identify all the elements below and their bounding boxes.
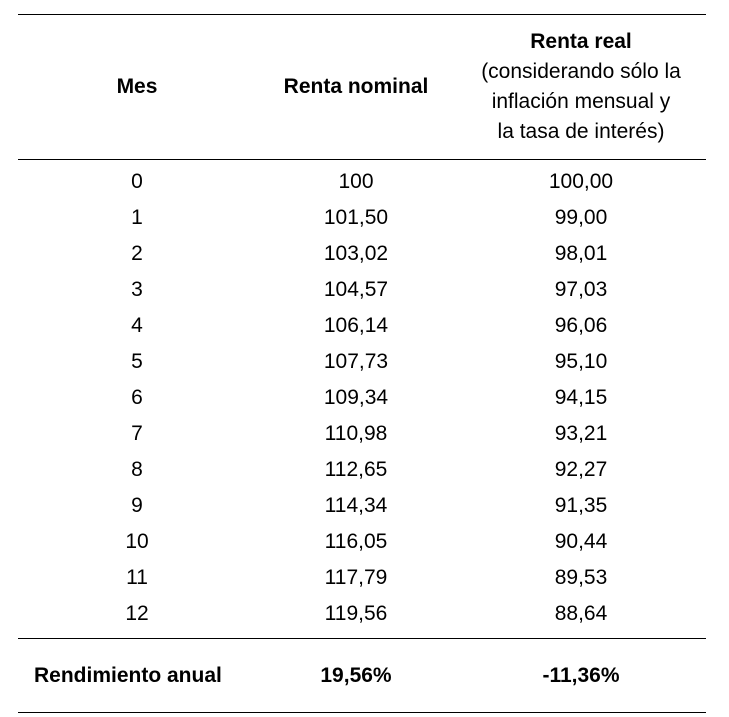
cell-mes: 7 (131, 422, 143, 445)
cell-real: 88,64 (554, 602, 608, 625)
cell-real: 90,44 (554, 530, 608, 553)
cell-real: 91,35 (554, 494, 608, 517)
rent-table (18, 14, 706, 713)
footer-nominal: 19,56% (320, 663, 392, 687)
table-row (18, 236, 706, 272)
table-row (18, 524, 706, 560)
table-row (18, 416, 706, 452)
cell-nominal: 119,56 (324, 602, 388, 625)
cell-mes: 8 (131, 458, 143, 481)
header-renta-real (456, 27, 706, 147)
table-body (18, 160, 706, 638)
cell-nominal: 114,34 (324, 494, 388, 517)
cell-nominal: 101,50 (323, 206, 389, 229)
bottom-rule (18, 712, 706, 713)
header-mes: Mes (116, 75, 158, 98)
cell-real: 92,27 (554, 458, 608, 481)
table-header (18, 15, 706, 159)
table-row (18, 200, 706, 236)
cell-real: 99,00 (554, 206, 608, 229)
table-footer (18, 639, 706, 712)
cell-nominal: 103,02 (323, 242, 389, 265)
cell-real: 96,06 (554, 314, 608, 337)
cell-real: 89,53 (554, 566, 608, 589)
cell-nominal: 100 (338, 170, 374, 193)
cell-nominal: 106,14 (323, 314, 389, 337)
table-row (18, 272, 706, 308)
header-renta-nominal: Renta nominal (283, 75, 429, 98)
cell-real: 98,01 (554, 242, 608, 265)
cell-nominal: 116,05 (324, 530, 388, 553)
cell-mes: 0 (131, 170, 143, 193)
cell-real: 100,00 (548, 170, 614, 193)
cell-mes: 10 (125, 530, 149, 553)
cell-mes: 6 (131, 386, 143, 409)
cell-mes: 1 (131, 206, 143, 229)
cell-mes: 11 (126, 566, 148, 589)
cell-mes: 4 (131, 314, 143, 337)
cell-mes: 2 (131, 242, 143, 265)
header-renta-real-note-line: la tasa de interés) (497, 120, 665, 143)
cell-nominal: 104,57 (323, 278, 389, 301)
table-row (18, 308, 706, 344)
header-renta-real-title: Renta real (530, 30, 632, 53)
cell-real: 95,10 (554, 350, 608, 373)
footer-real: -11,36% (542, 663, 620, 687)
table-row (18, 488, 706, 524)
footer-label: Rendimiento anual (34, 663, 222, 687)
cell-real: 93,21 (554, 422, 608, 445)
table-row (18, 380, 706, 416)
cell-mes: 12 (125, 602, 149, 625)
cell-nominal: 107,73 (323, 350, 389, 373)
header-renta-real-note-line: inflación mensual y (491, 90, 671, 113)
cell-mes: 9 (131, 494, 143, 517)
cell-real: 97,03 (554, 278, 608, 301)
header-renta-real-note-line: (considerando sólo la (481, 60, 681, 83)
table-row (18, 164, 706, 200)
cell-mes: 3 (131, 278, 143, 301)
cell-nominal: 110,98 (324, 422, 388, 445)
cell-nominal: 112,65 (324, 458, 388, 481)
table-row (18, 344, 706, 380)
table-row (18, 596, 706, 632)
cell-nominal: 117,79 (324, 566, 388, 589)
table-row (18, 560, 706, 596)
cell-mes: 5 (131, 350, 143, 373)
cell-nominal: 109,34 (323, 386, 389, 409)
cell-real: 94,15 (554, 386, 608, 409)
table-row (18, 452, 706, 488)
